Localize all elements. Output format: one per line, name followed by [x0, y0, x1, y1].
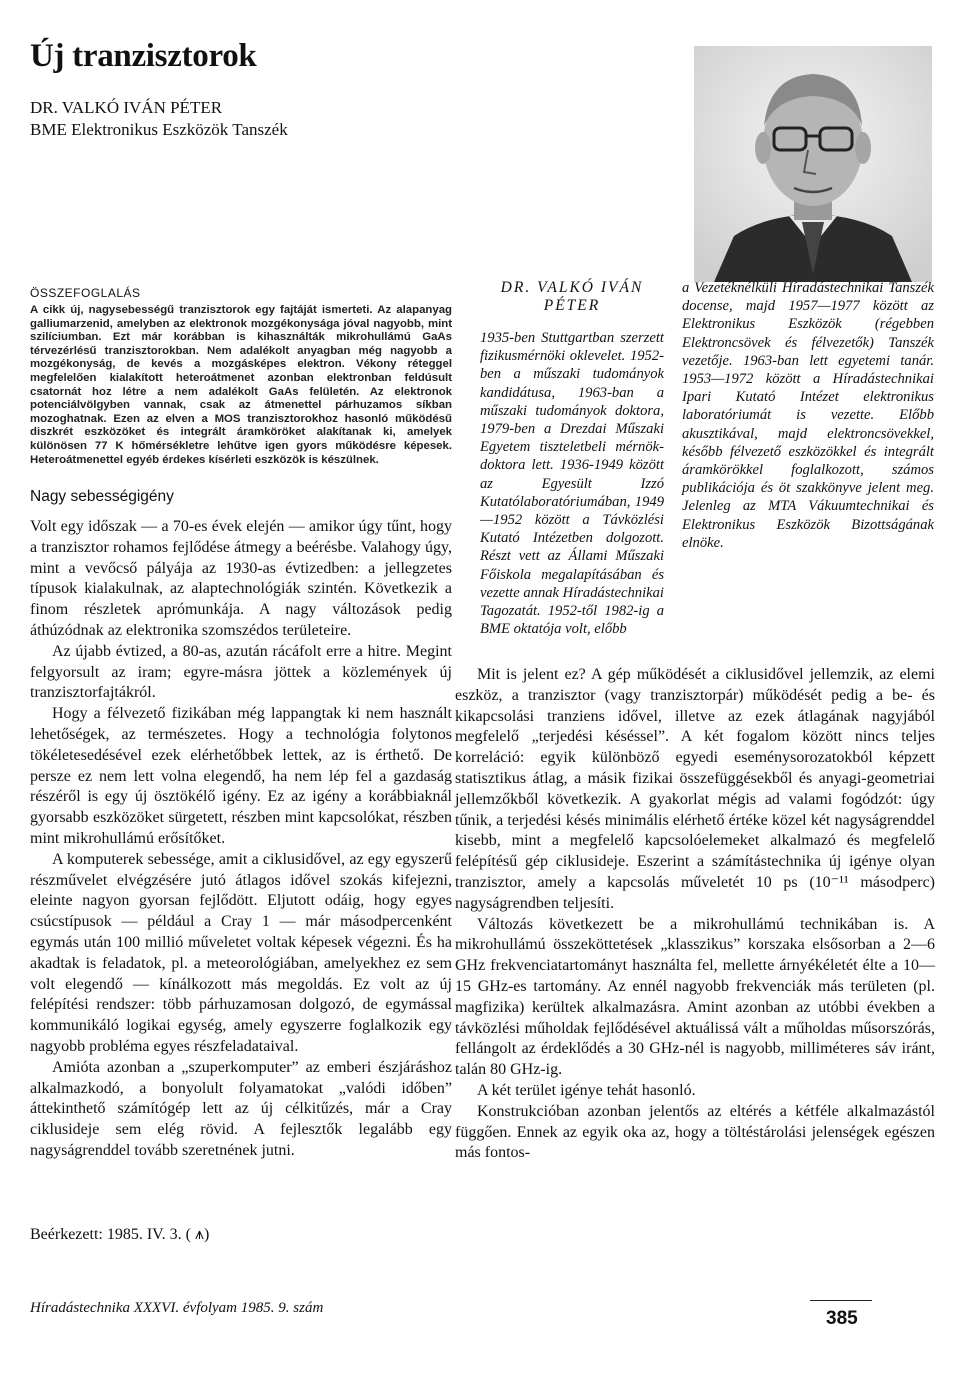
author-name: DR. VALKÓ IVÁN PÉTER [30, 98, 223, 117]
author-bio-left [480, 279, 664, 638]
abstract-text: A cikk új, nagysebességű tranzisztorok egy fajtáját ismerteti. Az alapanyag galliumarzenid, amelyben az elektronok mozgékonysága jóval nagyobb, mint szilíciumban. Ezt már korábban is kihasználták mikrohullámú GaAs térvezérlésű tranzisztorokban. Nem adalékolt anyagban még nagyobb a mozgékonyság, de kevés a mozgásképes elektron. Vékony réteggel megfelelően kialakított heteroátmenet azonban elektronban feldúsult csatornát hoz létre a nem adalékolt GaAs felületén. Az elektronok potenciálvölgyben vannak, csak az átmenettel párhuzamos síkban mozoghatnak. Ezen az elven a MOS tranzisztorokhoz hasonló működésű diszkrét eszközöket és integrált áramköröket alakítanak ki, amelyek különösen 77 K hőmérsékletre lehűtve igen gyors működésre képesek. Heteroátmenettel egyéb érdekes kísérleti eszközök is készülnek. [30, 304, 452, 466]
paragraph: Volt egy időszak — a 70-es évek elején — amikor úgy tűnt, hogy a tranzisztor rohamos fejlődése átmegy a beérésbe. Valahogy úgy, mint a vevőcső pályája az 1930-as évtizedben: a jellegzetes típusok kialakulnak, az alaptechnológiák szintén. Következik a finom részletek aprómunkája. A nagy változások pedig áthúzódnak az elektronika szomszédos területeire. [30, 518, 452, 639]
paragraph: Amióta azonban a „szuperkomputer” az emberi észjáráshoz alkalmazkodó, a bonyolult folyamatokat „valódi időben” áttekinthető számítógép lett az új célkitűzés, már a Cray ciklusideje sem elég rövid. A fejlesztők legalább egy nagyságrenddel tovább szeretnének jutni. [30, 1058, 452, 1159]
received-date: Beérkezett: 1985. IV. 3. ( ⩚) [30, 1226, 210, 1243]
abstract-heading: ÖSSZEFOGLALÁS [30, 286, 141, 300]
bio-author-name: DR. VALKÓ IVÁN PÉTER [500, 279, 644, 314]
section-heading: Nagy sebességigény [30, 488, 174, 505]
paragraph: Hogy a félvezető fizikában még lappangtak ki nem használt lehetőségek, az természetes. Hogy a technológia folytonos tökéletesedésével ezek elérhetőbbek lettek, az is érthető. De persze ez nem lett volna elegendő, ha nem lép fel a gazdaság részéről is egy új ösztökélő igény. Ez az igény a korábbiaknál gyorsabb eszközöket sürgetett, részben mint kapcsolókat, részben mint mikrohullámú erősítőket. [30, 705, 452, 847]
article-title: Új tranzisztorok [30, 38, 257, 74]
body-column-right [455, 665, 935, 1164]
paragraph: Konstrukcióban azonban jelentős az eltérés a kétféle alkalmazástól függően. Ennek az egyik oka az, hogy a töltéstárolási jelenségek egészen más fontos- [455, 1102, 935, 1162]
paragraph: A két terület igénye tehát hasonló. [477, 1081, 696, 1099]
author-portrait [694, 46, 932, 282]
body-column-left [30, 517, 452, 1162]
author-bio-right: a Vezetéknélküli Híradástechnikai Tanszék docense, majd 1957—1977 között az Elektronikus Eszközök (régebben Elektroncsövek és félvezetők) Tanszék vezetője. 1963-ban lett egyetemi tanár. 1953—1972 között a Híradástechnikai Ipari Kutató Intézet elektronikus laboratóriumát is vezette. Előbb akusztikával, majd elektroncsövekkel, később félvezető eszközökkel és integrált áramkörökkel foglalkozott, számos publikációja és öt szakkönyve jelent meg. Jelenleg az MTA Vákuumtechnikai és Elektronikus Eszközök Bizottságának elnöke. [682, 280, 934, 551]
bio-text-left: 1935-ben Stuttgartban szerzett fizikusmérnöki oklevelet. 1952-ben a műszaki tudományok kandidátusa, 1963-ban a műszaki tudományok doktora, 1979-ben a Drezdai Műszaki Egyetem tiszteletbeli mérnök-doktora lett. 1936-1949 között az Egyesült Izzó Kutatólaboratóriumában, 1949—1952 között a Távközlési Kutató Intézetben dolgozott. Részt vett az Állami Műszaki Főiskola megalapításában és vezette annak Híradástechnikai Tagozatát. 1952-től 1982-ig a BME oktatója volt, előbb [480, 330, 664, 638]
paragraph: Változás következett be a mikrohullámú technikában is. A mikrohullámú összeköttetések „klasszikus” korszaka elsősorban a 2—6 GHz frekvenciatartományt használta fel, mellette árnyékéletét élte a 10—15 GHz-es tartomány. Az ennél nagyobb frekvenciák más területen (pl. magfizika) kerültek alkalmazásra. Amint azonban az utóbbi években a távközlési műholdak fejlődésével aktuálissá vált a műholdas műsorszórás, fellángolt az érdeklődés a 30 GHz-nél is nagyobb, milliméteres sáv iránt, talán 80 GHz-ig. [455, 915, 935, 1079]
paragraph: Mit is jelent ez? A gép működését a ciklusidővel jellemzik, az elemi eszköz, a tranzisztor (vagy tranzisztorpár) működését pedig a be- és kikapcsolási tranziens idővel, illetve az ezek átlagának nagyjából megfelelő „terjedési késéssel”. A két fogalom között nincs teljes korreláció: egyik különböző egyedi eseménysorozatokból képzett statisztikus átlag, a másik fizikai összefüggésekből és anyagi-geometriai jellemzőkből következik. A gyakorlat mégis ad valami fogódzót: úgy tűnik, a terjedési késés minimális elérhető értéke közel két nagyságrenddel kisebb, mint a megfelelő kapcsolóelemeket alkalmazó és megfelelő felépítésű gép ciklusideje. Eszerint a számítástechnika új igénye olyan tranzisztor, amely a kapcsolás műveletét 10 ps (10⁻¹¹ másodperc) nagyságrendben teljesíti. [455, 666, 935, 912]
paragraph: A komputerek sebessége, amit a ciklusidővel, az egy egyszerű részművelet elvégzésére jutó átlagos idővel szokás kifejezni, eleinte nagyon gyorsan fejlődött. Eljutott odáig, hogy egyes csúcstípusok — például a Cray 1 — már másodpercenként egymás után 100 millió műveletet voltak képesek végezni. És ha akadtak is feladatok, pl. a meteorológiában, amelyekhez ez sem volt elegendő — kínálkozott más megoldás. Ez volt az új felépítési rendszer: több párhuzamosan dolgozó, de egymással kommunikáló logikai egység, amely egyszerre foglalkozik egy nagyobb probléma egyes részfeladataival. [30, 850, 452, 1055]
author-affiliation: BME Elektronikus Eszközök Tanszék [30, 120, 288, 139]
page-number-rule [810, 1300, 872, 1301]
page-number: 385 [826, 1308, 858, 1329]
paragraph: Az újabb évtized, a 80-as, azután rácáfolt erre a hitre. Megint felgyorsult az iram; egyre-másra jöttek a közlemények új tranzisztorfajtákról. [30, 642, 452, 702]
journal-footer: Híradástechnika XXXVI. évfolyam 1985. 9. szám [30, 1300, 324, 1316]
